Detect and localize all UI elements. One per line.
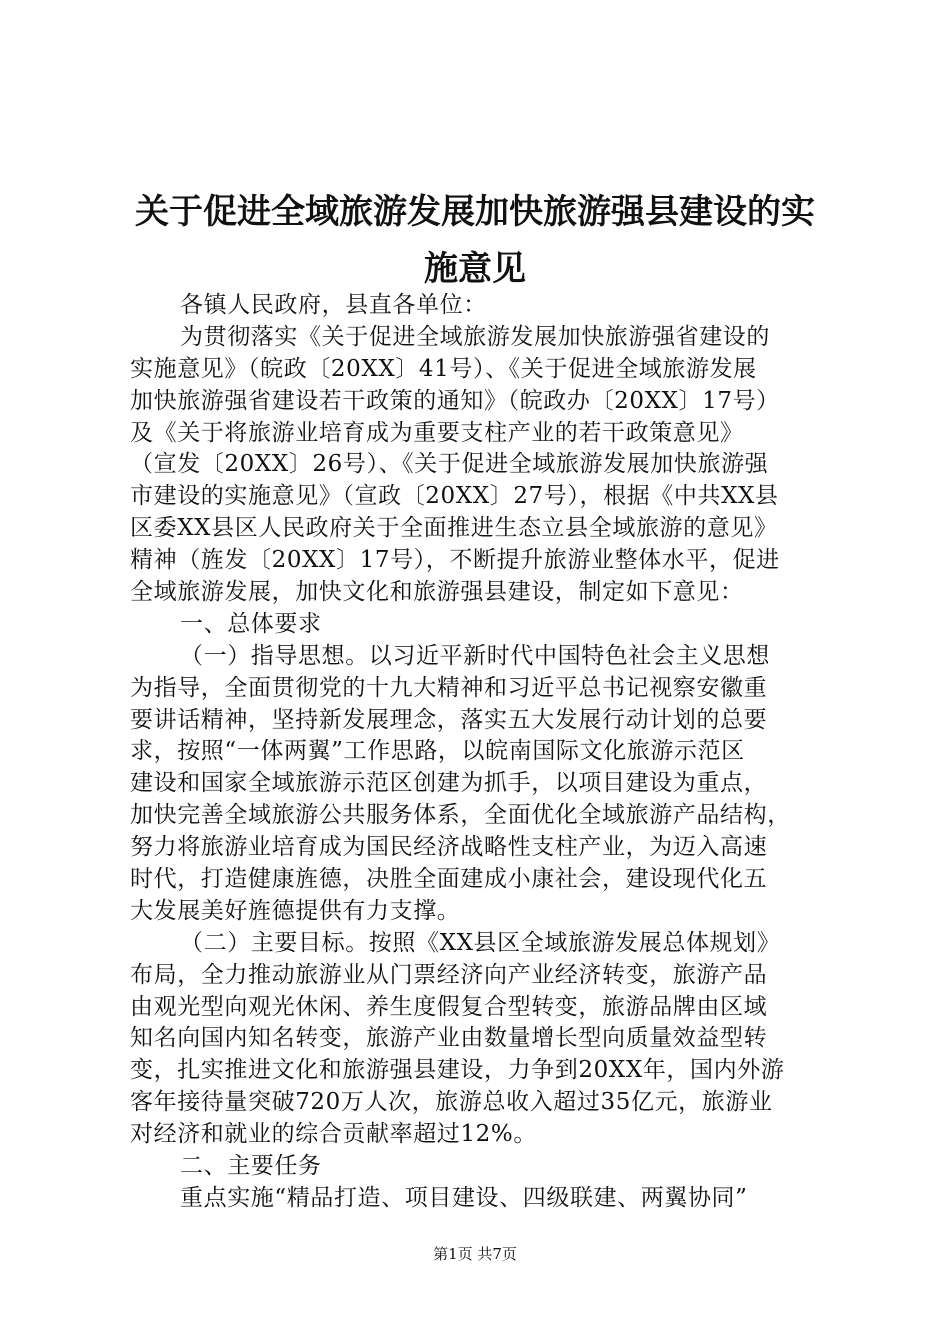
paragraph-line: 知名向国内知名转变，旅游产业由数量增长型向质量效益型转: [130, 1025, 768, 1052]
paragraph-line: （一）指导思想。以习近平新时代中国特色社会主义思想: [180, 642, 770, 669]
paragraph-line: 市建设的实施意见》（宣政〔20XX〕27号），根据《中共XX县: [130, 483, 779, 510]
paragraph-line: 全域旅游发展，加快文化和旅游强县建设，制定如下意见：: [130, 579, 744, 606]
paragraph-line: 实施意见》（皖政〔20XX〕41号）、《关于促进全域旅游发展: [130, 355, 757, 382]
paragraph-line: 大发展美好旌德提供有力支撑。: [130, 897, 461, 924]
paragraph-line: 客年接待量突破720万人次，旅游总收入超过35亿元，旅游业: [130, 1089, 773, 1116]
paragraph-line: 要讲话精神，坚持新发展理念，落实五大发展行动计划的总要: [130, 706, 768, 733]
paragraph-line: （宣发〔20XX〕26号）、《关于促进全域旅游发展加快旅游强: [130, 451, 769, 478]
paragraph-line: 时代，打造健康旌德，决胜全面建成小康社会，建设现代化五: [130, 866, 768, 893]
paragraph-line: （二）主要目标。按照《XX县区全域旅游发展总体规划》: [180, 929, 781, 956]
paragraph-line: 重点实施“精品打造、项目建设、四级联建、两翼协同”: [180, 1184, 748, 1211]
document-title-line-1: 关于促进全域旅游发展加快旅游强县建设的实: [135, 192, 815, 232]
paragraph-line: 精神（旌发〔20XX〕17号），不断提升旅游业整体水平，促进: [130, 547, 780, 574]
paragraph-line: 加快完善全域旅游公共服务体系，全面优化全域旅游产品结构，: [130, 802, 791, 829]
page-footer: 第1页 共7页: [433, 1245, 517, 1263]
paragraph-line: 努力将旅游业培育成为国民经济战略性支柱产业，为迈入高速: [130, 834, 768, 861]
section-heading: 二、主要任务: [180, 1153, 322, 1180]
document-title-line-2: 施意见: [424, 249, 526, 289]
paragraph-line: 为贯彻落实《关于促进全域旅游发展加快旅游强省建设的: [180, 323, 770, 350]
paragraph-line: 布局，全力推动旅游业从门票经济向产业经济转变，旅游产品: [130, 961, 768, 988]
paragraph-line: 为指导，全面贯彻党的十九大精神和习近平总书记视察安徽重: [130, 674, 768, 701]
salutation: 各镇人民政府，县直各单位：: [180, 292, 487, 318]
paragraph-line: 区委XX县区人民政府关于全面推进生态立县全域旅游的意见》: [130, 515, 778, 542]
document-body: [130, 290, 846, 1215]
section-heading: 一、总体要求: [180, 610, 322, 637]
paragraph-line: 建设和国家全域旅游示范区创建为抓手，以项目建设为重点，: [130, 770, 768, 797]
paragraph-line: 求，按照“一体两翼”工作思路，以皖南国际文化旅游示范区: [130, 738, 745, 765]
paragraph-line: 对经济和就业的综合贡献率超过12%。: [130, 1121, 537, 1148]
paragraph-line: 及《关于将旅游业培育成为重要支柱产业的若干政策意见》: [130, 419, 744, 446]
paragraph-line: 变，扎实推进文化和旅游强县建设，力争到20XX年，国内外游: [130, 1057, 785, 1084]
paragraph-line: 由观光型向观光休闲、养生度假复合型转变，旅游品牌由区域: [130, 993, 768, 1020]
paragraph-line: 加快旅游强省建设若干政策的通知》（皖政办〔20XX〕17号）: [130, 387, 780, 414]
